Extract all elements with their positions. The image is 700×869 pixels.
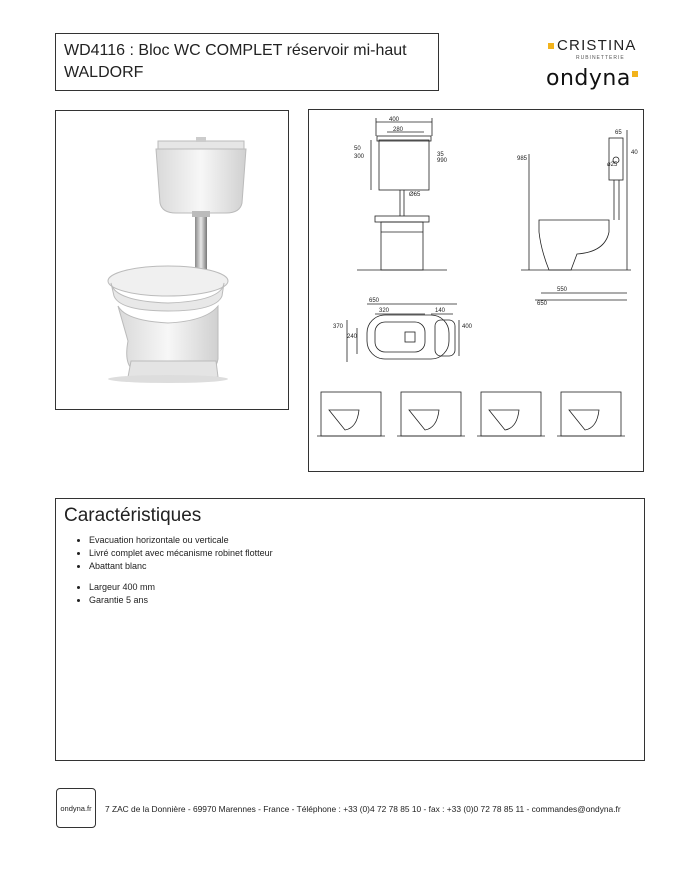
dim-front-35: 35 xyxy=(437,152,444,158)
footer-logo-text: ondyna.fr xyxy=(60,803,92,813)
dim-front-280: 280 xyxy=(393,127,404,133)
dim-front-990: 990 xyxy=(437,158,448,164)
feature-item: • Garantie 5 ans xyxy=(89,594,636,607)
dim-side-65: 65 xyxy=(615,130,622,136)
cristina-logo-subtitle: RUBINETTERIE xyxy=(576,55,625,61)
dimension-drawing xyxy=(309,110,643,471)
feature-item: • Livré complet avec mécanisme robinet flotteur xyxy=(89,547,636,560)
dim-side-985: 985 xyxy=(517,156,528,162)
dim-top-370: 370 xyxy=(333,324,344,330)
dim-side-650: 650 xyxy=(537,301,548,307)
dim-front-400: 400 xyxy=(389,117,400,123)
dim-top-650: 650 xyxy=(369,298,380,304)
dim-side-25: ø25 xyxy=(607,162,618,168)
features-section xyxy=(55,498,645,761)
product-title-box xyxy=(55,33,439,91)
ondyna-logo xyxy=(546,66,638,91)
footer-logo xyxy=(56,788,96,828)
feature-item: • Largeur 400 mm xyxy=(89,581,636,594)
feature-item: • Evacuation horizontale ou verticale xyxy=(89,534,636,547)
dim-side-40: 40 xyxy=(631,150,638,156)
ondyna-logo-text: ondyna xyxy=(546,66,631,91)
features-heading: Caractéristiques xyxy=(64,505,202,526)
product-model: WALDORF xyxy=(64,64,144,81)
cristina-logo xyxy=(548,37,644,61)
technical-drawing xyxy=(308,109,644,472)
dim-top-140: 140 xyxy=(435,308,446,314)
dim-top-400: 400 xyxy=(462,324,473,330)
cristina-logo-square-icon xyxy=(548,43,554,49)
ondyna-logo-dot-icon xyxy=(632,71,638,77)
dim-front-50: 50 xyxy=(354,146,361,152)
features-list-2 xyxy=(64,581,636,607)
dim-side-550: 550 xyxy=(557,287,568,293)
dim-top-240: 240 xyxy=(347,334,358,340)
feature-item: • Abattant blanc xyxy=(89,560,636,573)
footer-address: 7 ZAC de la Donnière - 69970 Marennes - France - Téléphone : +33 (0)4 72 78 85 10 - fax : +33 (0)0 72 78 85 11 - commandes@ondyna.fr xyxy=(105,804,621,814)
product-title: WD4116 : Bloc WC COMPLET réservoir mi-haut xyxy=(64,42,407,59)
cristina-logo-text: CRISTINA xyxy=(557,37,637,54)
features-list-1 xyxy=(64,534,636,573)
dim-front-65: Ø65 xyxy=(409,192,421,198)
dim-top-320: 320 xyxy=(379,308,390,314)
product-photo xyxy=(55,110,289,410)
toilet-illustration xyxy=(56,111,288,409)
dim-front-300: 300 xyxy=(354,154,365,160)
